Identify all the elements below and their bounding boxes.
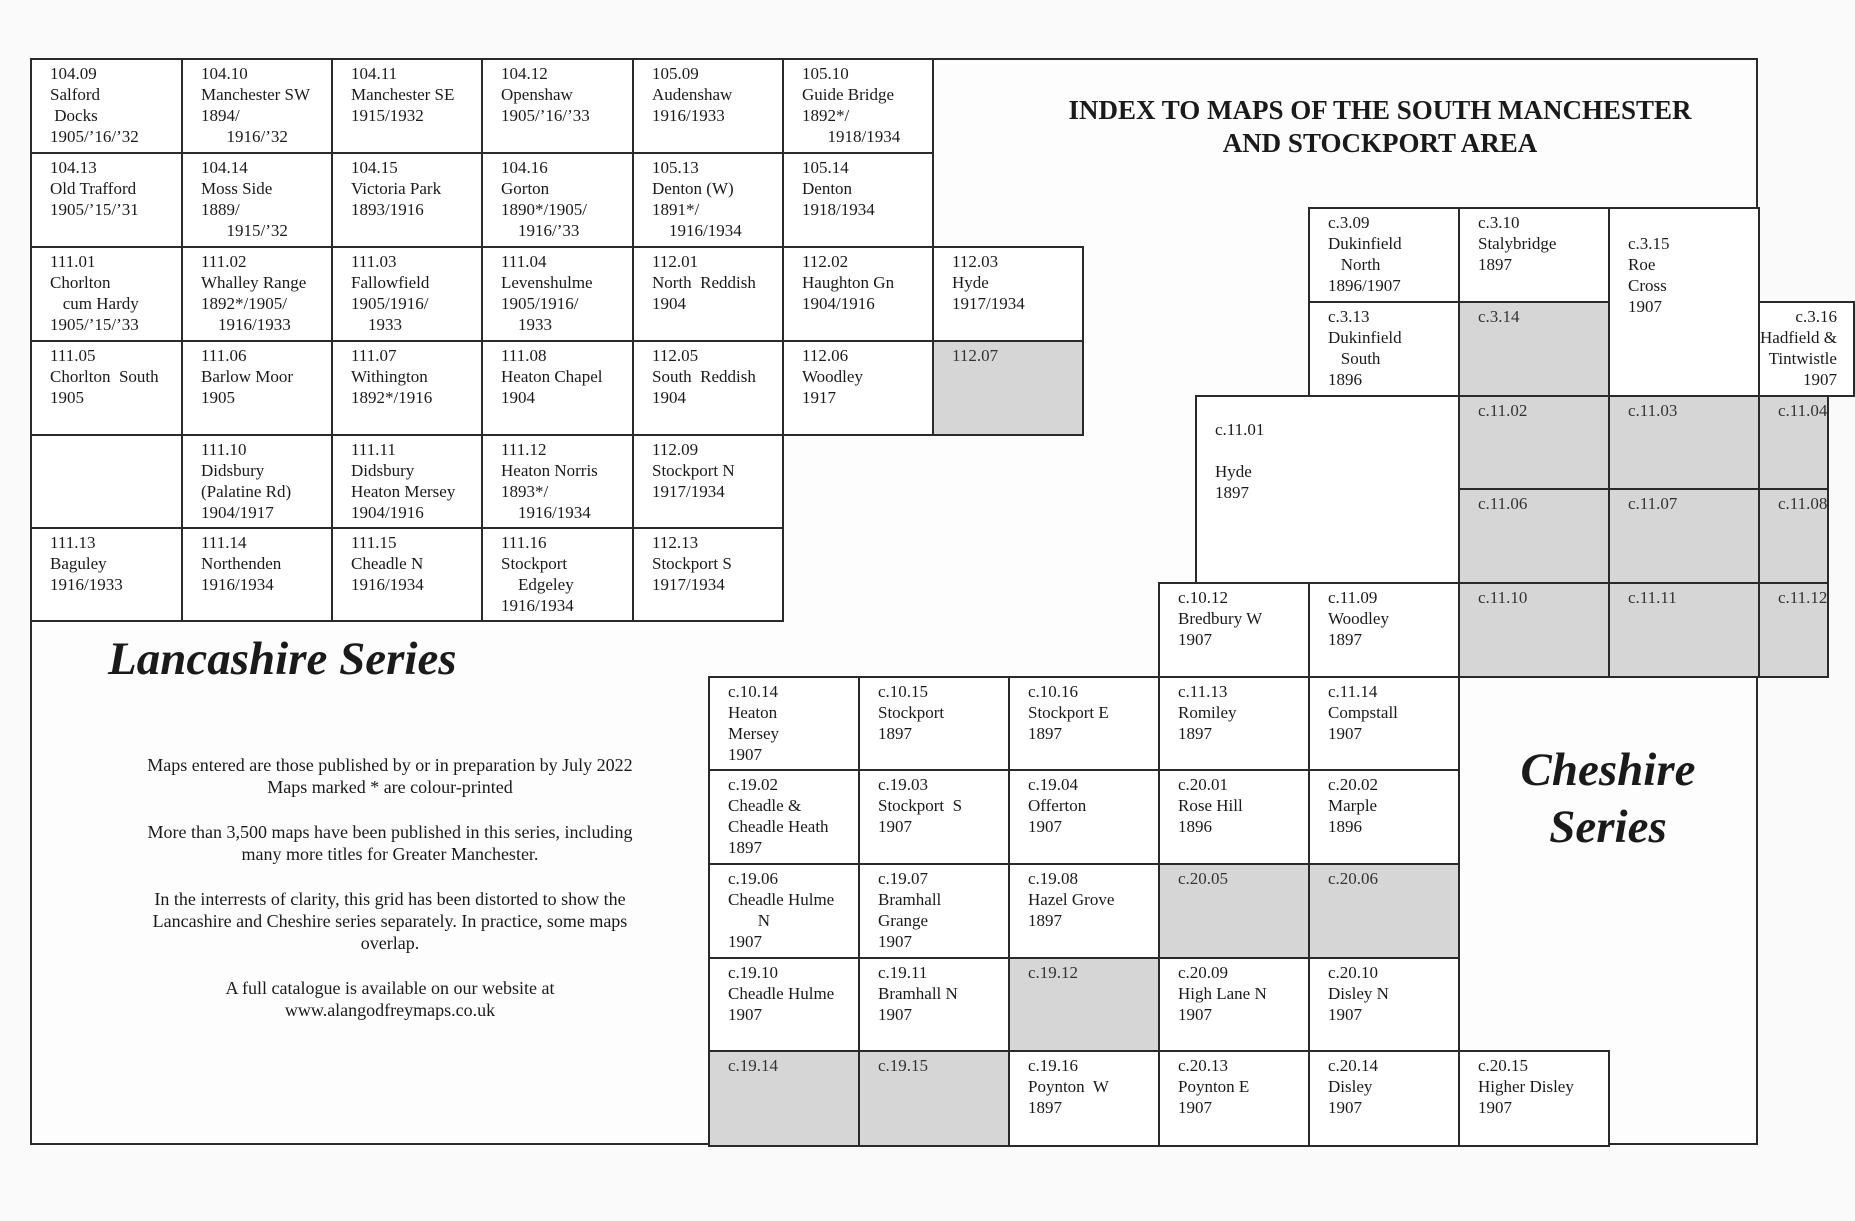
- map-cell-c-19-16: [1008, 1050, 1160, 1147]
- map-cell-c-11-12: [1758, 582, 1829, 678]
- map-sheet-code: c.3.16: [1795, 307, 1837, 326]
- map-cell-c-19-15: [858, 1050, 1010, 1147]
- map-sheet-details: Heaton Norris 1893*/ 1916/1934: [501, 461, 598, 522]
- map-sheet-details: Heaton Mersey 1907: [728, 703, 779, 764]
- map-sheet-details: Openshaw 1905/’16/’33: [501, 85, 590, 125]
- map-cell-104-16: [481, 152, 634, 248]
- map-cell-111-10: [181, 434, 333, 529]
- map-sheet-details: Hyde 1917/1934: [952, 273, 1025, 313]
- map-sheet-code: c.19.04: [1028, 775, 1079, 794]
- map-sheet-code: 112.02: [802, 252, 849, 271]
- map-sheet-code: 112.07: [952, 346, 999, 365]
- map-sheet-details: North Reddish 1904: [652, 273, 756, 313]
- map-cell-112-01: [632, 246, 784, 342]
- map-sheet-code: c.11.14: [1328, 682, 1378, 701]
- map-sheet-details: Denton 1918/1934: [802, 179, 875, 219]
- map-cell-105-09: [632, 58, 784, 154]
- map-cell-c-19-04: [1008, 769, 1160, 865]
- map-cell-c-3-09: [1308, 207, 1460, 303]
- map-sheet-code: c.20.13: [1178, 1056, 1229, 1075]
- lancashire-series-label: Lancashire Series: [108, 633, 457, 685]
- map-sheet-code: 105.10: [802, 64, 849, 83]
- map-sheet-details: Stockport Edgeley 1916/1934: [501, 554, 574, 615]
- map-sheet-details: Poynton W 1897: [1028, 1077, 1109, 1117]
- map-sheet-details: Disley N 1907: [1328, 984, 1389, 1024]
- map-sheet-details: Dukinfield North 1896/1907: [1328, 234, 1402, 295]
- map-cell-111-14: [181, 527, 333, 622]
- map-cell-blank-26: [30, 434, 183, 529]
- map-sheet-code: c.11.09: [1328, 588, 1378, 607]
- note-distortion: In the interrests of clarity, this grid has been distorted to show the Lancashire and Cheshire series separately. In practice, some maps overlap.: [152, 889, 628, 953]
- map-sheet-code: 104.11: [351, 64, 398, 83]
- map-cell-c-19-07: [858, 863, 1010, 959]
- map-cell-111-04: [481, 246, 634, 342]
- map-cell-111-03: [331, 246, 483, 342]
- map-cell-c-20-14: [1308, 1050, 1460, 1147]
- map-cell-c-3-16: [1758, 301, 1855, 397]
- map-sheet-details: Hadfield & Tintwistle 1907: [1760, 328, 1837, 389]
- map-sheet-code: 111.06: [201, 346, 247, 365]
- map-sheet-code: c.10.14: [728, 682, 779, 701]
- map-sheet-code: 104.09: [50, 64, 97, 83]
- map-sheet-code: 111.03: [351, 252, 397, 271]
- map-cell-c-20-06: [1308, 863, 1460, 959]
- map-sheet-code: 111.05: [50, 346, 96, 365]
- map-cell-c-20-09: [1158, 957, 1310, 1052]
- map-sheet-code: c.20.09: [1178, 963, 1229, 982]
- map-cell-c-11-09: [1308, 582, 1460, 678]
- map-cell-c-19-12: [1008, 957, 1160, 1052]
- map-cell-111-12: [481, 434, 634, 529]
- map-cell-c-20-02: [1308, 769, 1460, 865]
- map-sheet-details: Chorlton South 1905: [50, 367, 159, 407]
- map-cell-c-11-02: [1458, 395, 1610, 490]
- map-sheet-code: c.19.15: [878, 1056, 929, 1075]
- map-sheet-code: 105.13: [652, 158, 699, 177]
- map-sheet-details: Stockport S 1917/1934: [652, 554, 732, 594]
- map-cell-c-10-16: [1008, 676, 1160, 771]
- map-sheet-details: Guide Bridge 1892*/ 1918/1934: [802, 85, 901, 146]
- map-cell-c-20-10: [1308, 957, 1460, 1052]
- map-cell-104-15: [331, 152, 483, 248]
- map-sheet-code: c.19.12: [1028, 963, 1079, 982]
- map-sheet-code: 112.09: [652, 440, 699, 459]
- map-sheet-code: c.11.12: [1778, 588, 1828, 607]
- map-sheet-code: c.3.09: [1328, 213, 1370, 232]
- map-sheet-code: 112.05: [652, 346, 699, 365]
- map-cell-c-20-13: [1158, 1050, 1310, 1147]
- map-sheet-code: 104.14: [201, 158, 248, 177]
- map-sheet-code: 111.12: [501, 440, 547, 459]
- map-sheet-details: Poynton E 1907: [1178, 1077, 1250, 1117]
- map-sheet-details: Bredbury W 1907: [1178, 609, 1263, 649]
- map-cell-c-19-11: [858, 957, 1010, 1052]
- map-sheet-details: Didsbury (Palatine Rd) 1904/1917: [201, 461, 292, 522]
- map-sheet-code: 111.11: [351, 440, 396, 459]
- map-sheet-code: c.19.03: [878, 775, 929, 794]
- cheshire-series-label: Cheshire Series: [1520, 744, 1696, 853]
- map-sheet-code: c.10.12: [1178, 588, 1229, 607]
- map-sheet-code: 104.16: [501, 158, 548, 177]
- map-cell-c-10-15: [858, 676, 1010, 771]
- map-cell-104-11: [331, 58, 483, 154]
- map-cell-111-01: [30, 246, 183, 342]
- map-cell-111-11: [331, 434, 483, 529]
- map-sheet-code: 111.07: [351, 346, 397, 365]
- map-cell-111-16: [481, 527, 634, 622]
- map-cell-104-10: [181, 58, 333, 154]
- map-cell-c-3-13: [1308, 301, 1460, 397]
- map-cell-c-19-03: [858, 769, 1010, 865]
- map-sheet-code: 111.08: [501, 346, 547, 365]
- map-sheet-code: c.20.05: [1178, 869, 1229, 888]
- note-series-count: More than 3,500 maps have been published in this series, including many more titles for Greater Manchester.: [147, 822, 633, 864]
- map-cell-c-19-14: [708, 1050, 860, 1147]
- map-sheet-code: 105.09: [652, 64, 699, 83]
- map-sheet-code: c.19.10: [728, 963, 779, 982]
- map-sheet-code: 105.14: [802, 158, 849, 177]
- map-sheet-details: South Reddish 1904: [652, 367, 756, 407]
- map-sheet-code: c.3.14: [1478, 307, 1520, 326]
- map-sheet-details: Didsbury Heaton Mersey 1904/1916: [351, 461, 456, 522]
- map-cell-111-02: [181, 246, 333, 342]
- map-sheet-code: 111.02: [201, 252, 247, 271]
- map-cell-104-12: [481, 58, 634, 154]
- map-cell-c-11-08: [1758, 488, 1829, 584]
- map-sheet-code: 111.14: [201, 533, 247, 552]
- map-sheet-code: 104.15: [351, 158, 398, 177]
- map-sheet-details: Manchester SW 1894/ 1916/’32: [201, 85, 311, 146]
- map-cell-c-11-04: [1758, 395, 1829, 490]
- map-sheet-details: Old Trafford 1905/’15/’31: [50, 179, 139, 219]
- map-sheet-details: Chorlton cum Hardy 1905/’15/’33: [50, 273, 139, 334]
- map-cell-c-20-01: [1158, 769, 1310, 865]
- map-cell-111-08: [481, 340, 634, 436]
- map-sheet-code: 104.13: [50, 158, 97, 177]
- map-sheet-code: 111.01: [50, 252, 96, 271]
- map-cell-112-05: [632, 340, 784, 436]
- map-sheet-details: Victoria Park 1893/1916: [351, 179, 442, 219]
- map-sheet-details: Barlow Moor 1905: [201, 367, 294, 407]
- map-sheet-details: Stalybridge 1897: [1478, 234, 1557, 274]
- map-cell-105-13: [632, 152, 784, 248]
- map-sheet-code: c.11.01: [1215, 420, 1265, 439]
- map-sheet-code: 112.06: [802, 346, 849, 365]
- map-cell-112-07: [932, 340, 1084, 436]
- map-sheet-code: c.11.07: [1628, 494, 1678, 513]
- map-sheet-details: Disley 1907: [1328, 1077, 1373, 1117]
- map-sheet-details: Haughton Gn 1904/1916: [802, 273, 895, 313]
- map-sheet-details: Stockport E 1897: [1028, 703, 1109, 743]
- map-sheet-code: c.11.03: [1628, 401, 1678, 420]
- map-sheet-details: Compstall 1907: [1328, 703, 1398, 743]
- notes-block: [90, 754, 690, 1044]
- map-cell-c-19-08: [1008, 863, 1160, 959]
- map-cell-c-11-13: [1158, 676, 1310, 771]
- map-cell-c-19-10: [708, 957, 860, 1052]
- map-sheet-details: Fallowfield 1905/1916/ 1933: [351, 273, 430, 334]
- map-sheet-details: Stockport 1897: [878, 703, 945, 743]
- map-cell-c-10-12: [1158, 582, 1310, 678]
- map-cell-c-3-14: [1458, 301, 1610, 397]
- map-cell-c-19-06: [708, 863, 860, 959]
- map-sheet-details: Hazel Grove 1897: [1028, 890, 1115, 930]
- map-sheet-code: c.20.14: [1328, 1056, 1379, 1075]
- map-sheet-details: Bramhall Grange 1907: [878, 890, 942, 951]
- map-sheet-code: c.3.13: [1328, 307, 1370, 326]
- map-cell-104-13: [30, 152, 183, 248]
- map-cell-c-11-14: [1308, 676, 1460, 771]
- map-sheet-code: c.11.10: [1478, 588, 1528, 607]
- map-cell-c-20-05: [1158, 863, 1310, 959]
- map-sheet-details: Dukinfield South 1896: [1328, 328, 1402, 389]
- map-sheet-details: High Lane N 1907: [1178, 984, 1267, 1024]
- map-sheet-details: Withington 1892*/1916: [351, 367, 433, 407]
- map-sheet-code: c.19.11: [878, 963, 928, 982]
- map-cell-c-19-02: [708, 769, 860, 865]
- map-sheet-details: Denton (W) 1891*/ 1916/1934: [652, 179, 742, 240]
- map-sheet-details: Moss Side 1889/ 1915/’32: [201, 179, 288, 240]
- map-sheet-details: Marple 1896: [1328, 796, 1378, 836]
- map-sheet-details: Stockport N 1917/1934: [652, 461, 735, 501]
- map-sheet-code: c.19.02: [728, 775, 779, 794]
- map-sheet-details: Bramhall N 1907: [878, 984, 958, 1024]
- map-sheet-code: 111.15: [351, 533, 397, 552]
- map-sheet-code: c.19.06: [728, 869, 779, 888]
- map-sheet-details: Audenshaw 1916/1933: [652, 85, 733, 125]
- map-sheet-code: 111.13: [50, 533, 96, 552]
- map-sheet-code: 112.01: [652, 252, 699, 271]
- map-sheet-code: c.3.15: [1628, 234, 1670, 253]
- map-cell-112-13: [632, 527, 784, 622]
- map-sheet-details: Cheadle Hulme 1907: [728, 984, 835, 1024]
- map-cell-105-10: [782, 58, 934, 154]
- map-cell-112-03: [932, 246, 1084, 342]
- map-sheet-code: c.20.06: [1328, 869, 1379, 888]
- map-sheet-code: c.11.02: [1478, 401, 1528, 420]
- map-sheet-code: 104.10: [201, 64, 248, 83]
- map-sheet-code: c.11.13: [1178, 682, 1228, 701]
- map-sheet-code: 112.13: [652, 533, 699, 552]
- map-sheet-details: Hyde 1897: [1215, 462, 1252, 502]
- map-cell-c-11-07: [1608, 488, 1760, 584]
- map-sheet-code: c.11.11: [1628, 588, 1677, 607]
- map-cell-111-06: [181, 340, 333, 436]
- map-cell-c-11-03: [1608, 395, 1760, 490]
- map-cell-111-15: [331, 527, 483, 622]
- map-sheet-code: c.20.01: [1178, 775, 1229, 794]
- map-sheet-code: c.11.04: [1778, 401, 1828, 420]
- map-cell-c-3-10: [1458, 207, 1610, 303]
- map-cell-c-3-15: [1608, 207, 1760, 397]
- map-cell-111-05: [30, 340, 183, 436]
- map-cell-111-07: [331, 340, 483, 436]
- map-sheet-details: Cheadle N 1916/1934: [351, 554, 424, 594]
- map-sheet-details: Rose Hill 1896: [1178, 796, 1243, 836]
- map-sheet-details: Cheadle Hulme N 1907: [728, 890, 835, 951]
- map-sheet-details: Romiley 1897: [1178, 703, 1237, 743]
- map-sheet-code: c.10.16: [1028, 682, 1079, 701]
- map-cell-c-11-06: [1458, 488, 1610, 584]
- map-sheet-code: 111.16: [501, 533, 547, 552]
- map-cell-111-13: [30, 527, 183, 622]
- map-sheet-details: Offerton 1907: [1028, 796, 1087, 836]
- note-catalogue: A full catalogue is available on our website at www.alangodfreymaps.co.uk: [225, 978, 555, 1020]
- map-cell-c-11-10: [1458, 582, 1610, 678]
- map-sheet-code: 112.03: [952, 252, 999, 271]
- map-sheet-details: Whalley Range 1892*/1905/ 1916/1933: [201, 273, 307, 334]
- map-sheet-code: c.19.14: [728, 1056, 779, 1075]
- map-sheet-details: Stockport S 1907: [878, 796, 963, 836]
- map-sheet-details: Woodley 1897: [1328, 609, 1389, 649]
- map-cell-104-14: [181, 152, 333, 248]
- map-sheet-code: c.11.06: [1478, 494, 1528, 513]
- map-cell-112-02: [782, 246, 934, 342]
- map-sheet-code: c.20.10: [1328, 963, 1379, 982]
- map-cell-c-20-15: [1458, 1050, 1610, 1147]
- map-sheet-code: c.19.08: [1028, 869, 1079, 888]
- map-sheet-code: c.11.08: [1778, 494, 1828, 513]
- map-sheet-details: Roe Cross 1907: [1628, 255, 1667, 316]
- note-published: Maps entered are those published by or in preparation by July 2022 Maps marked * are colour-printed: [147, 755, 633, 797]
- map-cell-c-10-14: [708, 676, 860, 771]
- map-sheet-details: Northenden 1916/1934: [201, 554, 282, 594]
- map-sheet-details: Higher Disley 1907: [1478, 1077, 1574, 1117]
- map-sheet-details: Heaton Chapel 1904: [501, 367, 603, 407]
- map-sheet-code: c.3.10: [1478, 213, 1520, 232]
- map-sheet-code: c.20.15: [1478, 1056, 1529, 1075]
- map-cell-112-06: [782, 340, 934, 436]
- map-cell-c-11-11: [1608, 582, 1760, 678]
- map-sheet-code: c.20.02: [1328, 775, 1379, 794]
- map-cell-105-14: [782, 152, 934, 248]
- map-sheet-code: c.19.16: [1028, 1056, 1079, 1075]
- map-sheet-details: Salford Docks 1905/’16/’32: [50, 85, 139, 146]
- map-sheet-code: 104.12: [501, 64, 548, 83]
- map-sheet-details: Baguley 1916/1933: [50, 554, 123, 594]
- map-cell-104-09: [30, 58, 183, 154]
- map-sheet-code: c.10.15: [878, 682, 929, 701]
- map-sheet-details: Gorton 1890*/1905/ 1916/’33: [501, 179, 587, 240]
- map-sheet-details: Levenshulme 1905/1916/ 1933: [501, 273, 593, 334]
- map-sheet-code: c.19.07: [878, 869, 929, 888]
- map-sheet-details: Cheadle & Cheadle Heath 1897: [728, 796, 829, 857]
- map-sheet-details: Manchester SE 1915/1932: [351, 85, 455, 125]
- index-title: INDEX TO MAPS OF THE SOUTH MANCHESTER AND STOCKPORT AREA: [1068, 95, 1692, 158]
- map-sheet-code: 111.04: [501, 252, 547, 271]
- map-sheet-details: Woodley 1917: [802, 367, 863, 407]
- map-sheet-code: 111.10: [201, 440, 247, 459]
- map-cell-112-09: [632, 434, 784, 529]
